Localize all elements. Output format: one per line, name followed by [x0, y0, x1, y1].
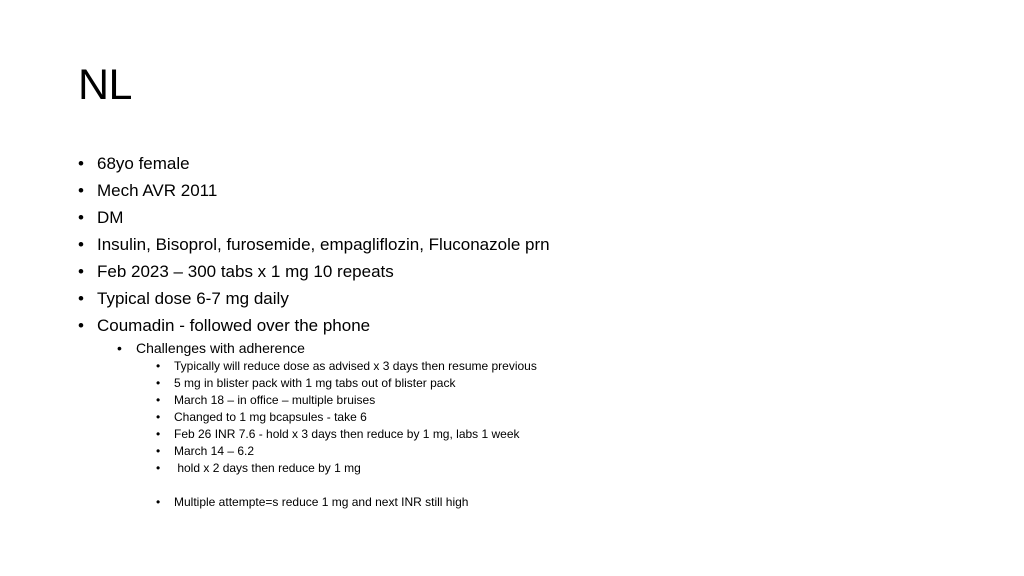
detail-bullet-text: Multiple attempte=s reduce 1 mg and next INR still high — [174, 495, 469, 509]
bullet-icon: • — [156, 444, 161, 458]
bullet-icon: • — [156, 393, 161, 407]
bullet-item — [78, 285, 978, 312]
bullet-icon: • — [78, 262, 84, 281]
bullet-icon: • — [78, 289, 84, 308]
sub-bullet-text: Challenges with adherence — [136, 340, 305, 356]
detail-bullet-item — [78, 460, 978, 477]
bullet-icon: • — [156, 461, 161, 475]
detail-bullet-text: 5 mg in blister pack with 1 mg tabs out of blister pack — [174, 376, 456, 390]
detail-bullet-item — [78, 443, 978, 460]
detail-bullet-item — [78, 426, 978, 443]
bullet-icon: • — [78, 181, 84, 200]
bullet-icon: • — [78, 154, 84, 173]
blank-line — [78, 477, 978, 494]
detail-bullet-item — [78, 358, 978, 375]
detail-bullet-text: Changed to 1 mg bcapsules - take 6 — [174, 410, 367, 424]
bullet-icon: • — [78, 208, 84, 227]
detail-bullet-text: Typically will reduce dose as advised x 3 days then resume previous — [174, 359, 537, 373]
detail-bullet-item — [78, 375, 978, 392]
bullet-icon: • — [78, 235, 84, 254]
detail-bullet-item — [78, 392, 978, 409]
bullet-item — [78, 150, 978, 177]
detail-bullet-text: hold x 2 days then reduce by 1 mg — [174, 461, 361, 475]
bullet-icon: • — [156, 359, 161, 373]
detail-bullet-text: March 18 – in office – multiple bruises — [174, 393, 376, 407]
bullet-item — [78, 231, 978, 258]
bullet-text: Insulin, Bisoprol, furosemide, empagliflozin, Fluconazole prn — [97, 235, 550, 254]
detail-bullet-item — [78, 409, 978, 426]
detail-bullet-text: Feb 26 INR 7.6 - hold x 3 days then reduce by 1 mg, labs 1 week — [174, 427, 520, 441]
slide-title: NL — [78, 61, 132, 109]
bullet-icon: • — [156, 376, 161, 390]
bullet-icon: • — [78, 316, 84, 335]
bullet-text: DM — [97, 208, 124, 227]
bullet-item — [78, 177, 978, 204]
bullet-item — [78, 312, 978, 339]
bullet-text: Mech AVR 2011 — [97, 181, 218, 200]
sub-bullet-item — [78, 339, 978, 358]
bullet-icon: • — [156, 410, 161, 424]
detail-bullet-text: March 14 – 6.2 — [174, 444, 255, 458]
bullet-text: 68yo female — [97, 154, 190, 173]
bullet-list — [78, 150, 978, 511]
bullet-icon: • — [156, 427, 161, 441]
bullet-item — [78, 258, 978, 285]
bullet-text: Feb 2023 – 300 tabs x 1 mg 10 repeats — [97, 262, 394, 281]
bullet-item — [78, 204, 978, 231]
bullet-text: Typical dose 6-7 mg daily — [97, 289, 289, 308]
bullet-icon: • — [156, 495, 161, 509]
bullet-text: Coumadin - followed over the phone — [97, 316, 371, 335]
detail-bullet-item — [78, 494, 978, 511]
bullet-icon: • — [117, 340, 122, 356]
